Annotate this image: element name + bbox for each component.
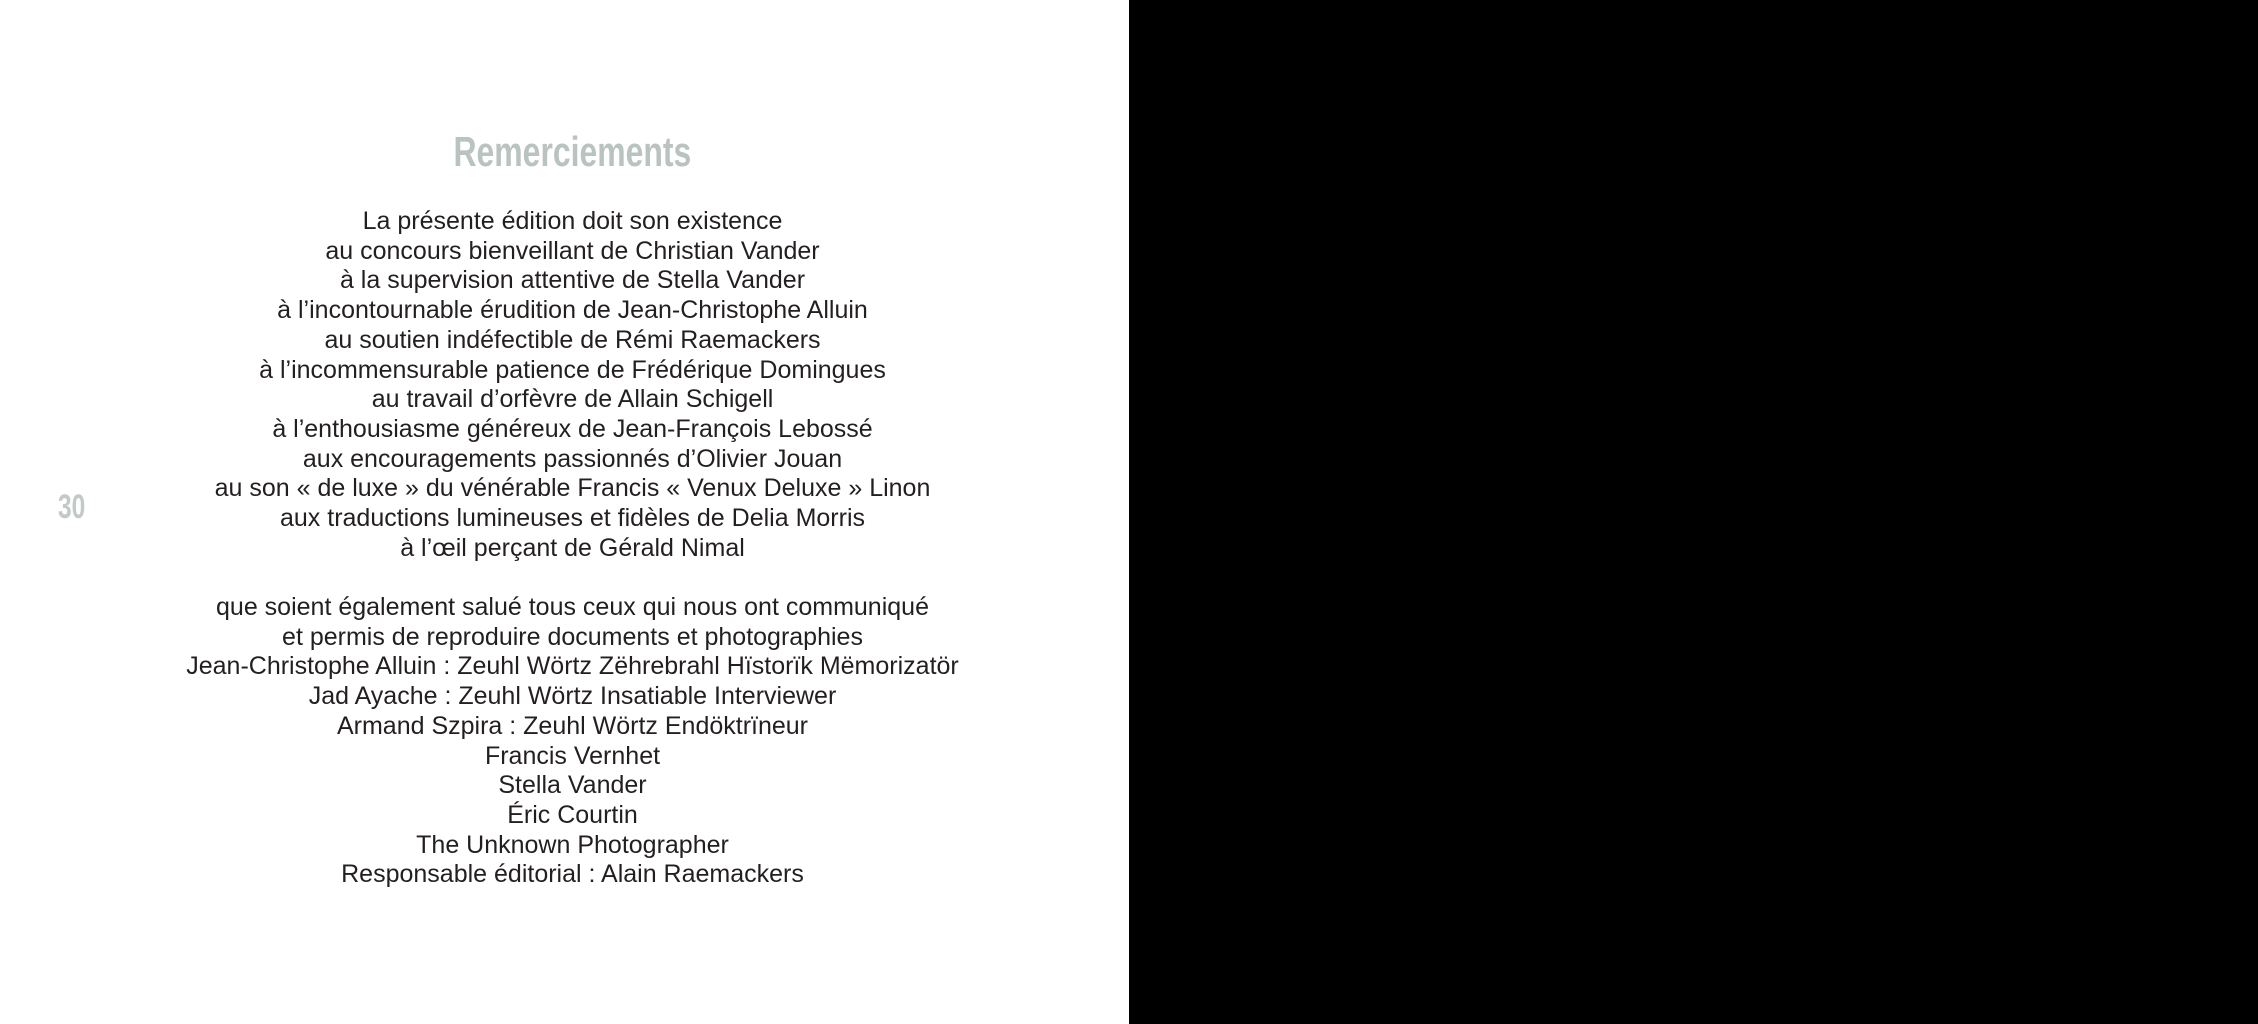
credits-list [0, 593, 1145, 890]
credit-line: Responsable éditorial : Alain Raemackers [341, 860, 804, 889]
acknowledgement-line: à l’incommensurable patience de Frédérique Domingues [259, 355, 886, 384]
credit-line: Jad Ayache : Zeuhl Wörtz Insatiable Interviewer [308, 682, 837, 711]
credit-line: Armand Szpira : Zeuhl Wörtz Endöktrïneur [336, 711, 809, 740]
credit-line: Francis Vernhet [484, 741, 661, 770]
acknowledgement-line: au concours bienveillant de Christian Vander [325, 236, 820, 265]
right-page [1129, 0, 2258, 1024]
acknowledgement-line: à la supervision attentive de Stella Vander [339, 266, 806, 295]
acknowledgement-line: à l’enthousiasme généreux de Jean-François Lebossé [272, 414, 873, 443]
acknowledgement-line: au son « de luxe » du vénérable Francis « Venux Deluxe » Linon [214, 474, 931, 503]
acknowledgements-list [0, 207, 1145, 563]
page-title: Remerciements [453, 128, 692, 175]
credit-line: Jean-Christophe Alluin : Zeuhl Wörtz Zëhrebrahl Hïstorïk Mëmorizatör [186, 652, 959, 681]
acknowledgement-line: aux traductions lumineuses et fidèles de Delia Morris [280, 504, 865, 533]
acknowledgement-line: au travail d’orfèvre de Allain Schigell [371, 385, 774, 414]
acknowledgement-line: au soutien indéfectible de Rémi Raemackers [324, 325, 821, 354]
credit-line: Éric Courtin [507, 800, 638, 829]
page-number: 30 [58, 488, 86, 526]
acknowledgement-line: à l’incontournable érudition de Jean-Christophe Alluin [277, 296, 868, 325]
acknowledgement-line: aux encouragements passionnés d’Olivier Jouan [302, 444, 843, 473]
credit-line: que soient également salué tous ceux qui nous ont communiqué [216, 593, 929, 621]
credit-line: Stella Vander [498, 771, 647, 800]
credit-line: et permis de reproduire documents et photographies [282, 622, 863, 651]
credit-line: The Unknown Photographer [416, 830, 729, 859]
acknowledgement-line: à l’œil perçant de Gérald Nimal [400, 533, 745, 562]
acknowledgement-line: La présente édition doit son existence [362, 207, 783, 235]
